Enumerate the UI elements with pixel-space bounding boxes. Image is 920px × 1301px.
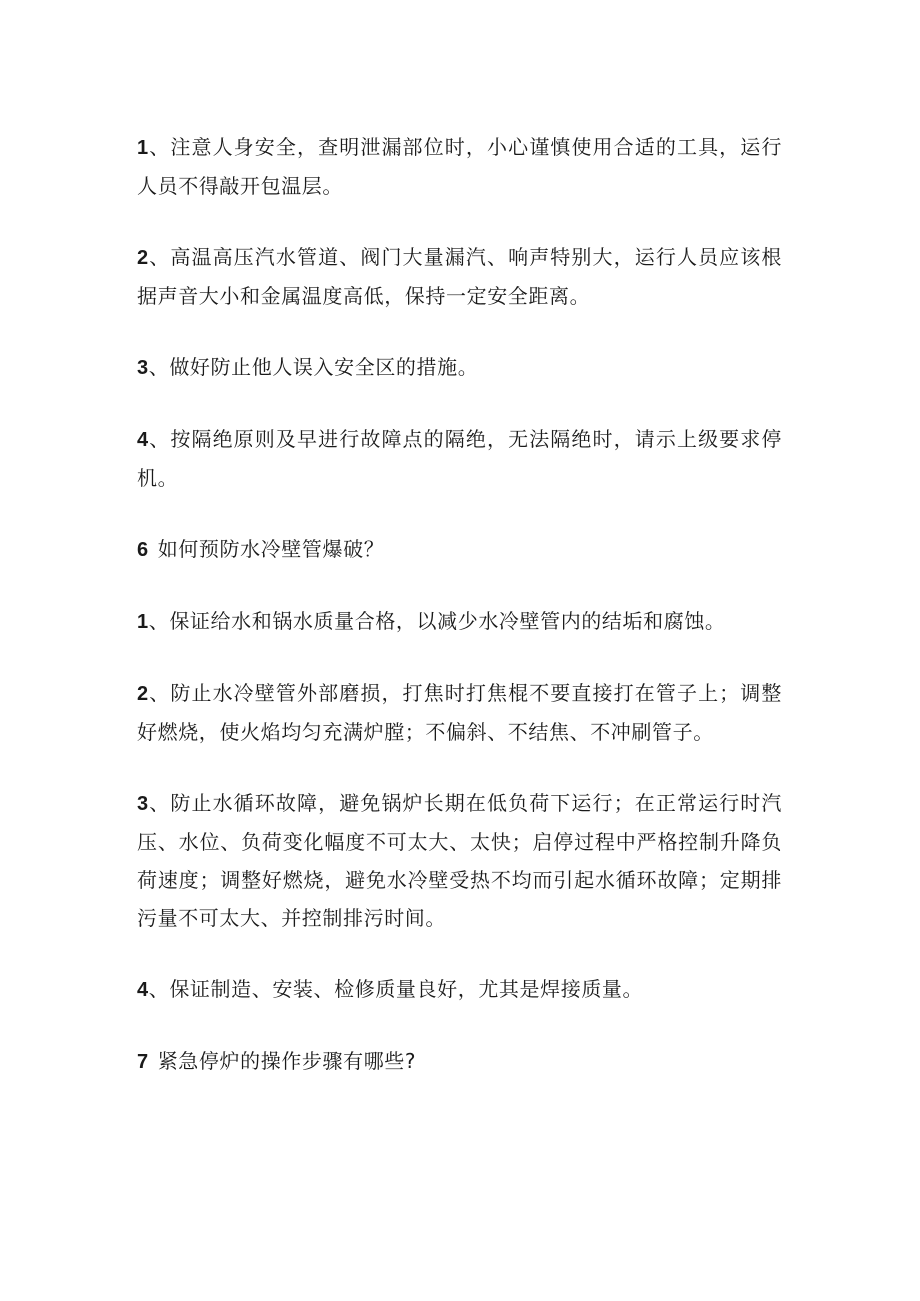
list-item: [137, 602, 782, 641]
list-item: [137, 420, 782, 497]
section-heading: [137, 1042, 782, 1081]
item-number: 3: [137, 793, 149, 815]
item-text: 、防止水循环故障，避免锅炉长期在低负荷下运行；在正常运行时汽压、水位、负荷变化幅度不可太大、太快；启停过程中严格控制升降负荷速度；调整好燃烧，避免水冷壁受热不均而引起水循环故障；定期排污量不可太大、并控制排污时间。: [137, 791, 782, 930]
item-number: 2: [137, 247, 149, 269]
item-text: 、按隔绝原则及早进行故障点的隔绝，无法隔绝时，请示上级要求停机。: [137, 427, 782, 490]
item-text: 、注意人身安全，查明泄漏部位时，小心谨慎使用合适的工具，运行人员不得敲开包温层。: [137, 135, 782, 198]
section-title: 如何预防水冷壁管爆破？: [150, 537, 385, 561]
item-text: 、高温高压汽水管道、阀门大量漏汽、响声特别大，运行人员应该根据声音大小和金属温度高低，保持一定安全距离。: [137, 245, 782, 308]
item-number: 3: [137, 357, 149, 379]
item-text: 、保证给水和锅水质量合格，以减少水冷壁管内的结垢和腐蚀。: [148, 609, 726, 633]
section-title: 紧急停炉的操作步骤有哪些?: [150, 1049, 417, 1073]
item-number: 1: [137, 137, 149, 159]
section-number: 6: [137, 539, 149, 561]
item-number: 4: [137, 429, 149, 451]
list-item: [137, 128, 782, 205]
item-number: 2: [137, 683, 149, 705]
item-number: 4: [137, 979, 149, 1001]
list-item: [137, 348, 782, 387]
list-item: [137, 970, 782, 1009]
section-number: 7: [137, 1051, 149, 1073]
item-text: 、做好防止他人误入安全区的措施。: [148, 355, 479, 379]
item-text: 、防止水冷壁管外部磨损，打焦时打焦棍不要直接打在管子上；调整好燃烧，使火焰均匀充满炉膛；不偏斜、不结焦、不冲刷管子。: [137, 681, 782, 744]
list-item: [137, 784, 782, 937]
section-heading: [137, 530, 782, 569]
list-item: [137, 674, 782, 751]
document-body: [137, 128, 782, 1114]
list-item: [137, 238, 782, 315]
item-text: 、保证制造、安装、检修质量良好，尤其是焊接质量。: [148, 977, 644, 1001]
item-number: 1: [137, 611, 149, 633]
